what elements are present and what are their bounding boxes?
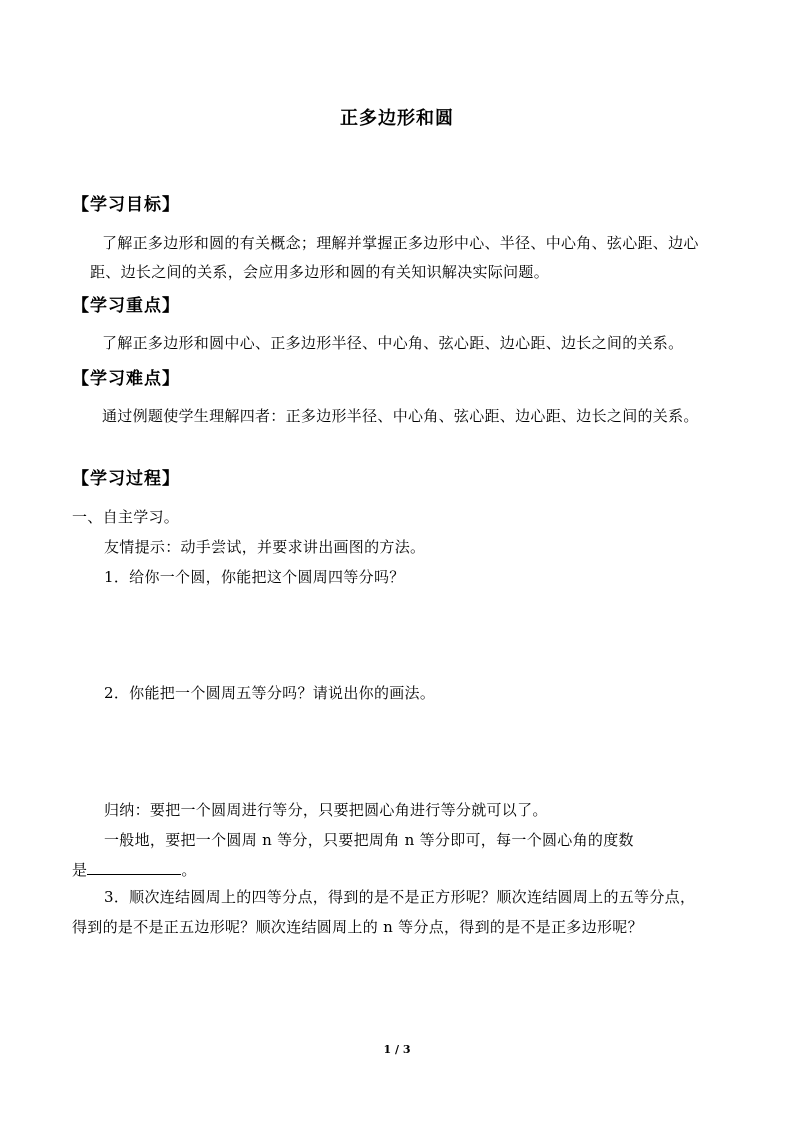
question-3-line-1: 3．顺次连结圆周上的四等分点，得到的是不是正方形呢？顺次连结圆周上的五等分点，: [104, 888, 696, 906]
heading-difficulties: 【学习难点】: [72, 369, 180, 389]
question-3-line-2: 得到的是不是正五边形呢？顺次连结圆周上的 n 等分点，得到的是不是正多边形呢？: [72, 918, 643, 936]
heading-process: 【学习过程】: [72, 469, 180, 489]
general-line-2: [72, 859, 197, 880]
general-line-2-suffix: 。: [181, 861, 197, 879]
difficulties-text: 通过例题使学生理解四者：正多边形半径、中心角、弦心距、边心距、边长之间的关系。: [102, 407, 699, 425]
page-indicator: 1 / 3: [383, 1043, 411, 1056]
heading-key-points: 【学习重点】: [72, 296, 180, 316]
heading-objectives: 【学习目标】: [72, 195, 180, 215]
key-points-text: 了解正多边形和圆中心、正多边形半径、中心角、弦心距、边心距、边长之间的关系。: [102, 334, 684, 352]
general-line-1: 一般地，要把一个圆周 n 等分，只要把周角 n 等分即可，每一个圆心角的度数: [104, 831, 634, 849]
objectives-text: 了解正多边形和圆的有关概念；理解并掌握正多边形中心、半径、中心角、弦心距、边心距、边长之间的关系，会应用多边形和圆的有关知识解决实际问题。: [90, 234, 699, 281]
hint-text: 友情提示：动手尝试，并要求讲出画图的方法。: [104, 538, 426, 556]
document-title: 正多边形和圆: [340, 108, 454, 129]
part1-title: 一、自主学习。: [72, 508, 180, 526]
question-1: 1．给你一个圆，你能把这个圆周四等分吗？: [104, 568, 405, 586]
question-2: 2．你能把一个圆周五等分吗？请说出你的画法。: [104, 684, 436, 702]
summary-text: 归纳：要把一个圆周进行等分，只要把圆心角进行等分就可以了。: [104, 801, 548, 819]
answer-blank: [87, 860, 181, 875]
general-line-2-prefix: 是: [72, 861, 88, 879]
